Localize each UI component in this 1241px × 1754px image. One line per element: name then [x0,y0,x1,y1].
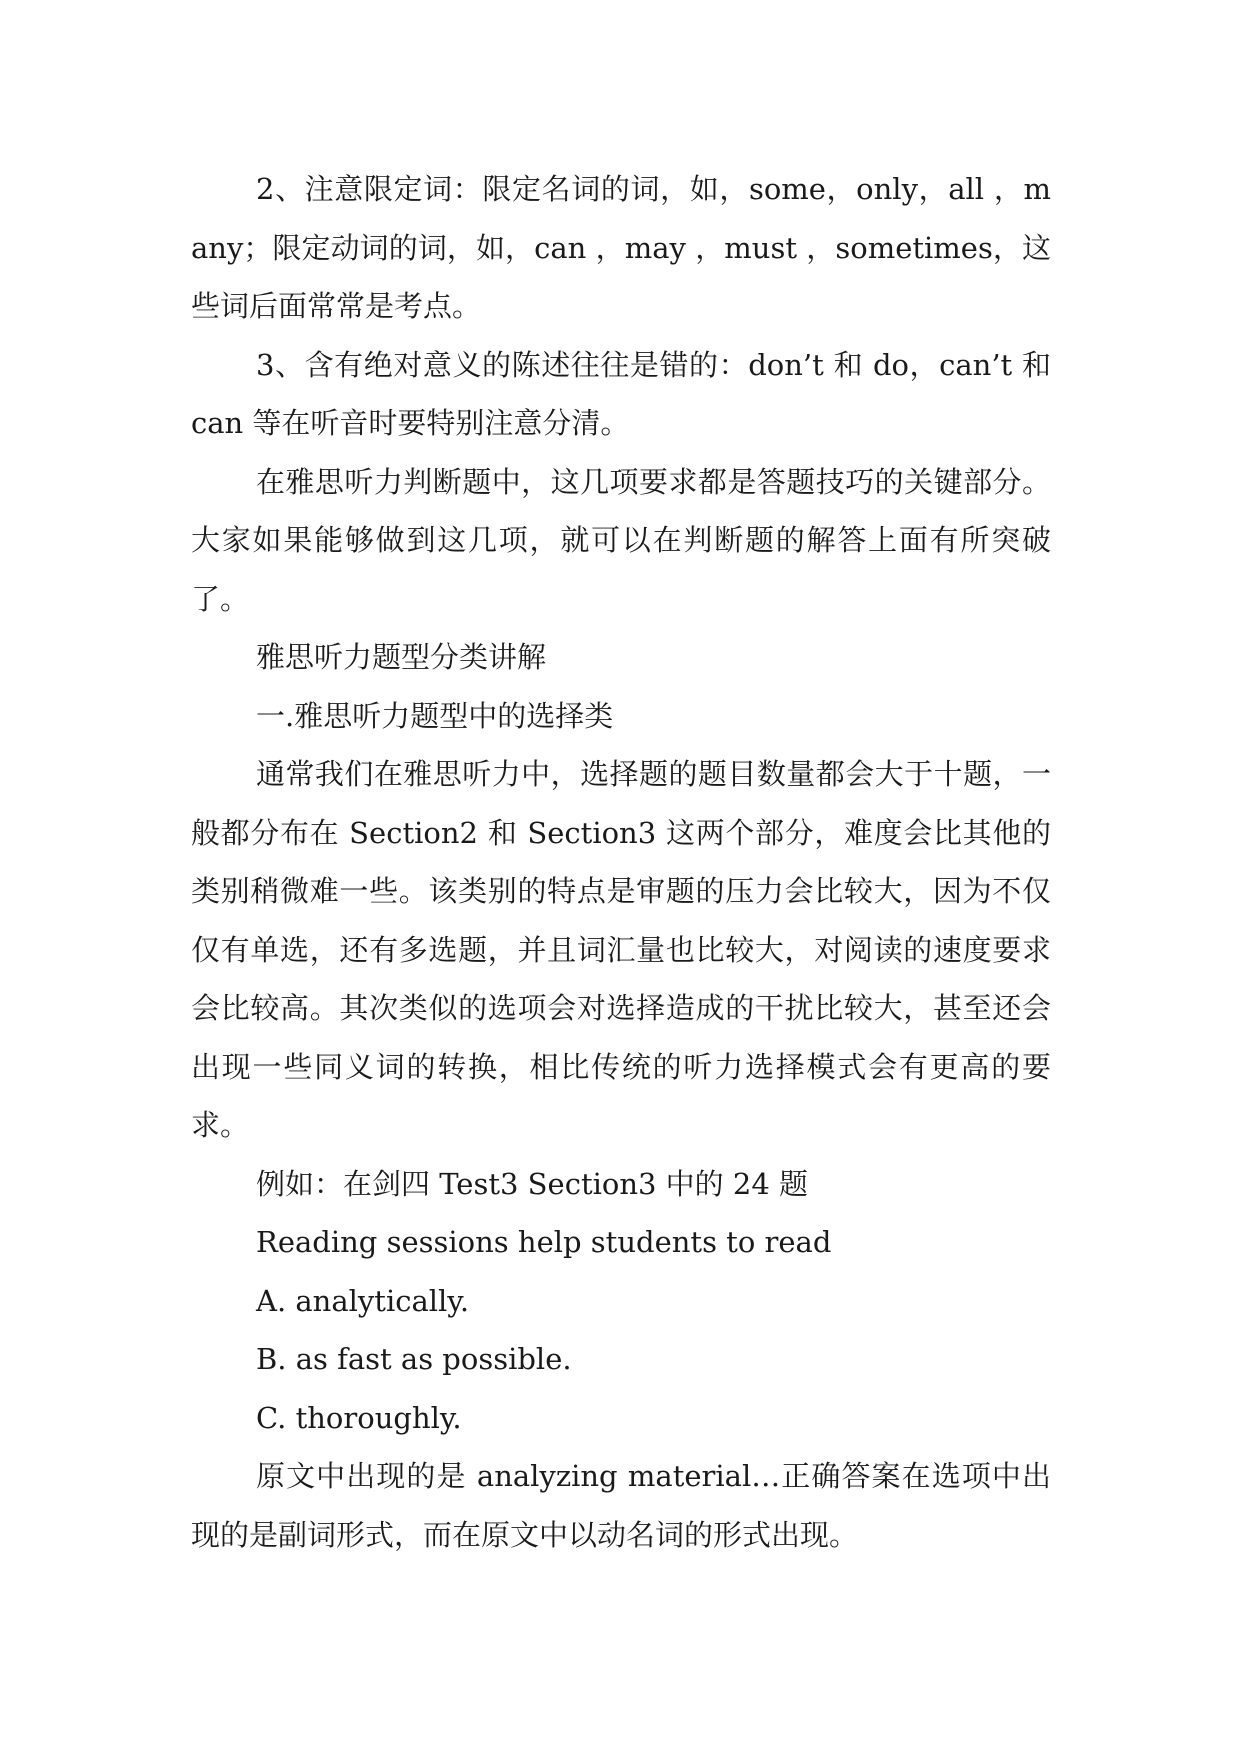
paragraph-analysis: 原文中出现的是 analyzing material…正确答案在选项中出现的是副词形式，而在原文中以动名词的形式出现。 [191,1459,1051,1552]
document-page [191,160,1051,1564]
option-b: B. as fast as possible. [256,1342,572,1376]
paragraph-intro: 通常我们在雅思听力中，选择题的题目数量都会大于十题，一般都分布在 Section2 和 Section3 这两个部分，难度会比其他的类别稍微难一些。该类别的特点是审题的压力会比较大，因为不仅仅有单选，还有多选题，并且词汇量也比较大，对阅读的速度要求会比较高。其次类似的选项会对选择造成的干扰比较大，甚至还会出现一些同义词的转换，相比传统的听力选择模式会有更高的要求。 [191,757,1051,1142]
subsection-heading: 一.雅思听力题型中的选择类 [256,698,614,733]
paragraph-example: 例如：在剑四 Test3 Section3 中的 24 题 [256,1166,809,1201]
question-stem: Reading sessions help students to read [256,1225,832,1259]
paragraph-limiting-words: 2、注意限定词：限定名词的词，如，some，only，all ，many；限定动词的词，如，can ，may ，must ，sometimes，这些词后面常常是考点。 [191,172,1051,323]
paragraph-summary: 在雅思听力判断题中，这几项要求都是答题技巧的关键部分。大家如果能够做到这几项，就可以在判断题的解答上面有所突破了。 [191,464,1051,616]
section-heading: 雅思听力题型分类讲解 [256,640,547,674]
option-a: A. analytically. [256,1283,470,1318]
paragraph-absolute-statements: 3、含有绝对意义的陈述往往是错的：don’t 和 do，can’t 和 can 等在听音时要特别注意分清。 [191,347,1051,440]
option-c: C. thoroughly. [256,1400,462,1435]
